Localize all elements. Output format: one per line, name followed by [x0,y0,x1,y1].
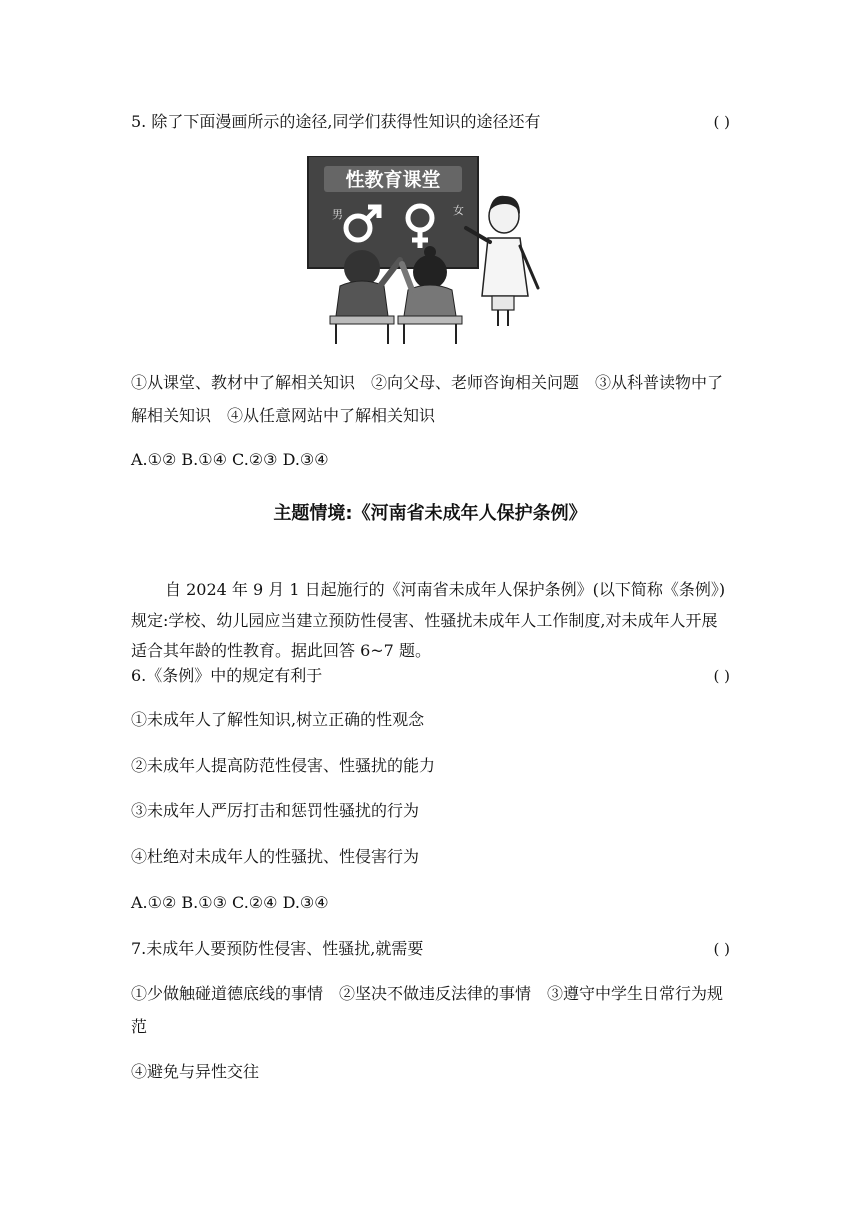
q7-options: ①少做触碰道德底线的事情 ②坚决不做违反法律的事情 ③遵守中学生日常行为规范 [131,984,724,1036]
q7-answer-paren: ( ) [713,940,730,958]
female-label: 女 [453,204,464,217]
section-title: 主题情境:《河南省未成年人保护条例》 [273,503,587,524]
intro-paragraph: 自 2024 年 9 月 1 日起施行的《河南省未成年人保护条例》(以下简称《条例》)规定:学校、幼儿园应当建立预防性侵害、性骚扰未成年人工作制度,对未成年人开展适合其年龄的性教育。据此回答 6~7 题。 [131,580,726,660]
male-label: 男 [332,208,343,221]
q5-stem: 5. 除了下面漫画所示的途径,同学们获得性知识的途径还有 [131,112,541,131]
q6-choices: A.①② B.①③ C.②④ D.③④ [131,893,329,912]
q6-item-3: ③未成年人严厉打击和惩罚性骚扰的行为 [131,801,420,820]
q6-item-2: ②未成年人提高防范性侵害、性骚扰的能力 [131,756,436,775]
q7-item-4: ④避免与异性交往 [131,1062,260,1081]
q7-stem: 7.未成年人要预防性侵害、性骚扰,就需要 [131,939,424,958]
q5-options: ①从课堂、教材中了解相关知识 ②向父母、老师咨询相关问题 ③从科普读物中了解相关知识 ④从任意网站中了解相关知识 [131,373,724,425]
q6-item-4: ④杜绝对未成年人的性骚扰、性侵害行为 [131,847,420,866]
q6-stem: 6.《条例》中的规定有利于 [131,666,323,685]
q6-answer-paren: ( ) [713,667,730,685]
q5-answer-paren: ( ) [713,113,730,131]
q5-choices: A.①② B.①④ C.②③ D.③④ [131,450,329,469]
sex-education-cartoon [306,156,546,346]
board-title: 性教育课堂 [345,169,441,191]
q6-item-1: ①未成年人了解性知识,树立正确的性观念 [131,710,425,729]
